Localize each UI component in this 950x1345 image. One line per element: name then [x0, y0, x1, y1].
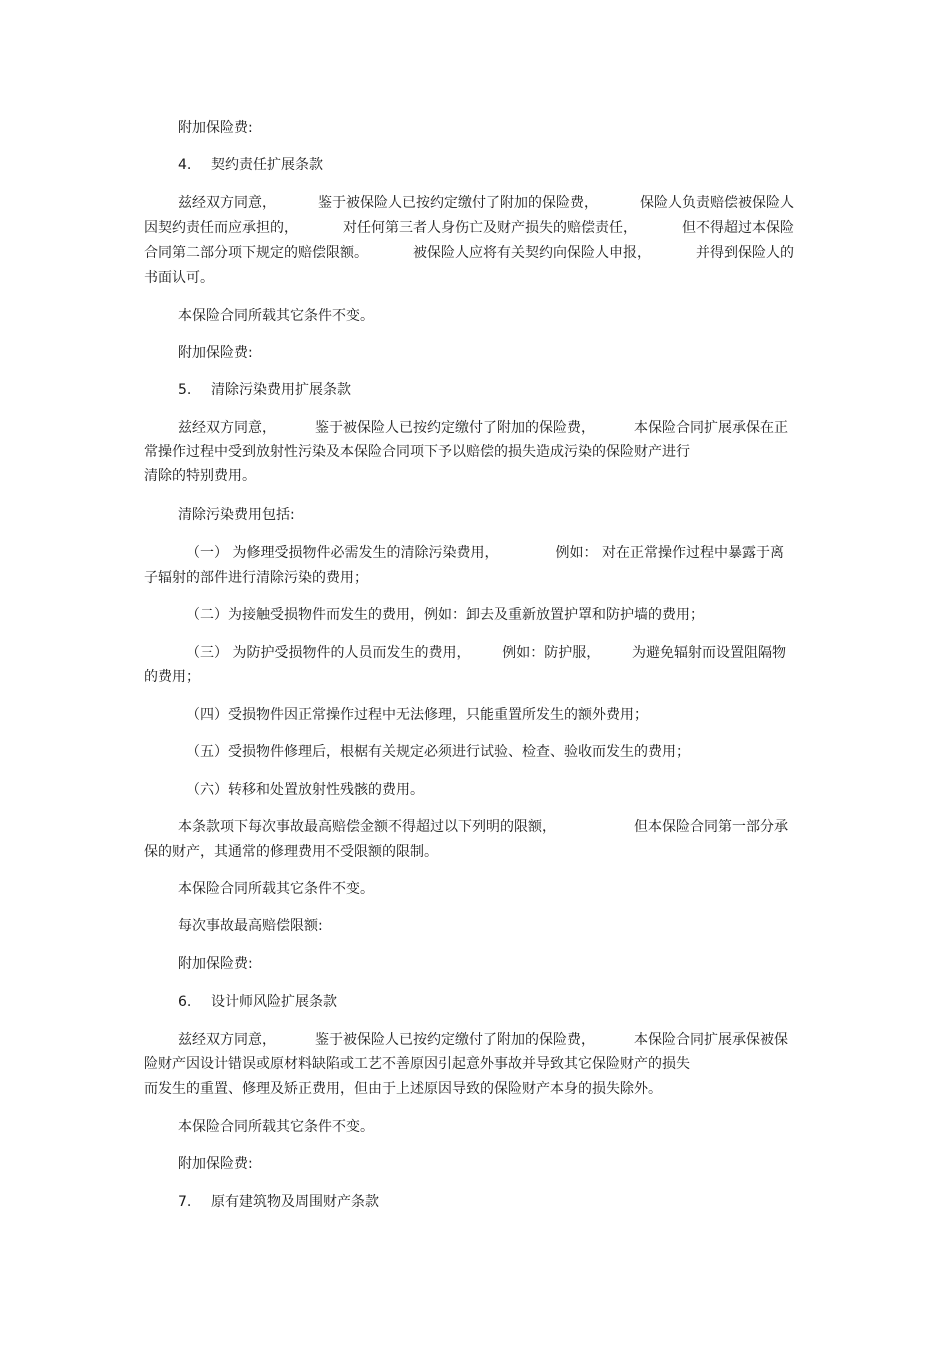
list-item: （四）受损物件因正常操作过程中无法修理，只能重置所发生的额外费用； — [186, 707, 648, 723]
text-span: 兹经双方同意， — [178, 1032, 276, 1048]
paragraph-line: 常操作过程中受到放射性污染及本保险合同项下予以赔偿的损失造成污染的保险财产进行 — [144, 444, 690, 460]
paragraph-line: 保的财产，其通常的修理费用不受限额的限制。 — [144, 844, 438, 860]
section-heading-4 — [178, 153, 828, 178]
list-item-continuation: 的费用； — [144, 669, 200, 685]
section-number: 4. — [178, 157, 192, 173]
text-span: 兹经双方同意， — [178, 195, 276, 211]
section-number: 6. — [178, 994, 192, 1010]
text-span: 为避免辐射而设置阻隔物 — [631, 645, 786, 661]
conditions-unchanged-text: 本保险合同所载其它条件不变。 — [178, 308, 374, 324]
paragraph-line — [144, 241, 794, 266]
text-span: 鉴于被保险人已按约定缴付了附加的保险费， — [318, 195, 598, 211]
additional-premium-label: 附加保险费: — [178, 956, 253, 972]
text-span: 对任何第三者人身伤亡及财产损失的赔偿责任， — [343, 220, 637, 236]
list-item: （二）为接触受损物件而发生的费用，例如：卸去及重新放置护罩和防护墙的费用； — [186, 607, 704, 623]
text-span: 例如：防护服， — [502, 645, 601, 661]
text-span: 合同第二部分项下规定的赔偿限额。 — [144, 245, 368, 261]
text-span: 但本保险合同第一部分承 — [634, 819, 788, 835]
list-item: （六）转移和处置放射性残骸的费用。 — [186, 782, 424, 798]
conditions-unchanged-text: 本保险合同所载其它条件不变。 — [178, 1119, 374, 1135]
section-title: 契约责任扩展条款 — [211, 157, 323, 173]
text-span: 因契约责任而应承担的， — [144, 220, 298, 236]
list-item: （五）受损物件修理后，根椐有关规定必须进行试验、检查、验收而发生的费用； — [186, 744, 690, 760]
section-heading-6 — [178, 990, 828, 1015]
paragraph-line — [178, 416, 788, 441]
text-span: 本条款项下每次事故最高赔偿金额不得超过以下列明的限额， — [178, 819, 556, 835]
text-span: （三） 为防护受损物件的人员而发生的费用， — [186, 645, 471, 661]
text-span: 本保险合同扩展承保被保 — [634, 1032, 788, 1048]
conditions-unchanged-text: 本保险合同所载其它条件不变。 — [178, 881, 374, 897]
list-item — [186, 641, 786, 666]
section-number: 5. — [178, 382, 192, 398]
text-span: 鉴于被保险人已按约定缴付了附加的保险费， — [315, 420, 595, 436]
paragraph-line — [178, 191, 794, 216]
additional-premium-label: 附加保险费: — [178, 1156, 253, 1172]
text-span: 但不得超过本保险 — [682, 220, 794, 236]
text-span: 兹经双方同意， — [178, 420, 276, 436]
text-span: 保险人负责赔偿被保险人 — [640, 195, 794, 211]
section-number: 7. — [178, 1194, 192, 1210]
paragraph-line: 而发生的重置、修理及矫正费用，但由于上述原因导致的保险财产本身的损失除外。 — [144, 1081, 662, 1097]
text-span: （一） 为修理受损物件必需发生的清除污染费用， — [186, 545, 499, 561]
section-title: 清除污染费用扩展条款 — [211, 382, 351, 398]
text-span: 本保险合同扩展承保在正 — [634, 420, 788, 436]
text-span: 并得到保险人的 — [696, 245, 794, 261]
text-span: 例如： 对在正常操作过程中暴露于离 — [555, 545, 784, 561]
list-item — [186, 541, 784, 566]
list-item-continuation: 子辐射的部件进行清除污染的费用； — [144, 570, 368, 586]
paragraph-line — [178, 815, 788, 840]
paragraph-line — [178, 1028, 788, 1053]
text-span: 被保险人应将有关契约向保险人申报， — [413, 245, 651, 261]
section-title: 设计师风险扩展条款 — [211, 994, 337, 1010]
additional-premium-label: 附加保险费: — [178, 120, 253, 136]
cleanup-costs-intro: 清除污染费用包括: — [178, 507, 295, 523]
paragraph-line: 书面认可。 — [144, 270, 214, 286]
additional-premium-label: 附加保险费: — [178, 345, 253, 361]
section-title: 原有建筑物及周围财产条款 — [211, 1194, 379, 1210]
paragraph-line — [144, 216, 794, 241]
paragraph-line: 清除的特别费用。 — [144, 468, 256, 484]
paragraph-line: 险财产因设计错误或原材料缺陷或工艺不善原因引起意外事故并导致其它保险财产的损失 — [144, 1056, 690, 1072]
max-compensation-label: 每次事故最高赔偿限额: — [178, 918, 323, 934]
section-heading-5 — [178, 378, 828, 403]
section-heading-7 — [178, 1190, 828, 1215]
text-span: 鉴于被保险人已按约定缴付了附加的保险费， — [315, 1032, 595, 1048]
